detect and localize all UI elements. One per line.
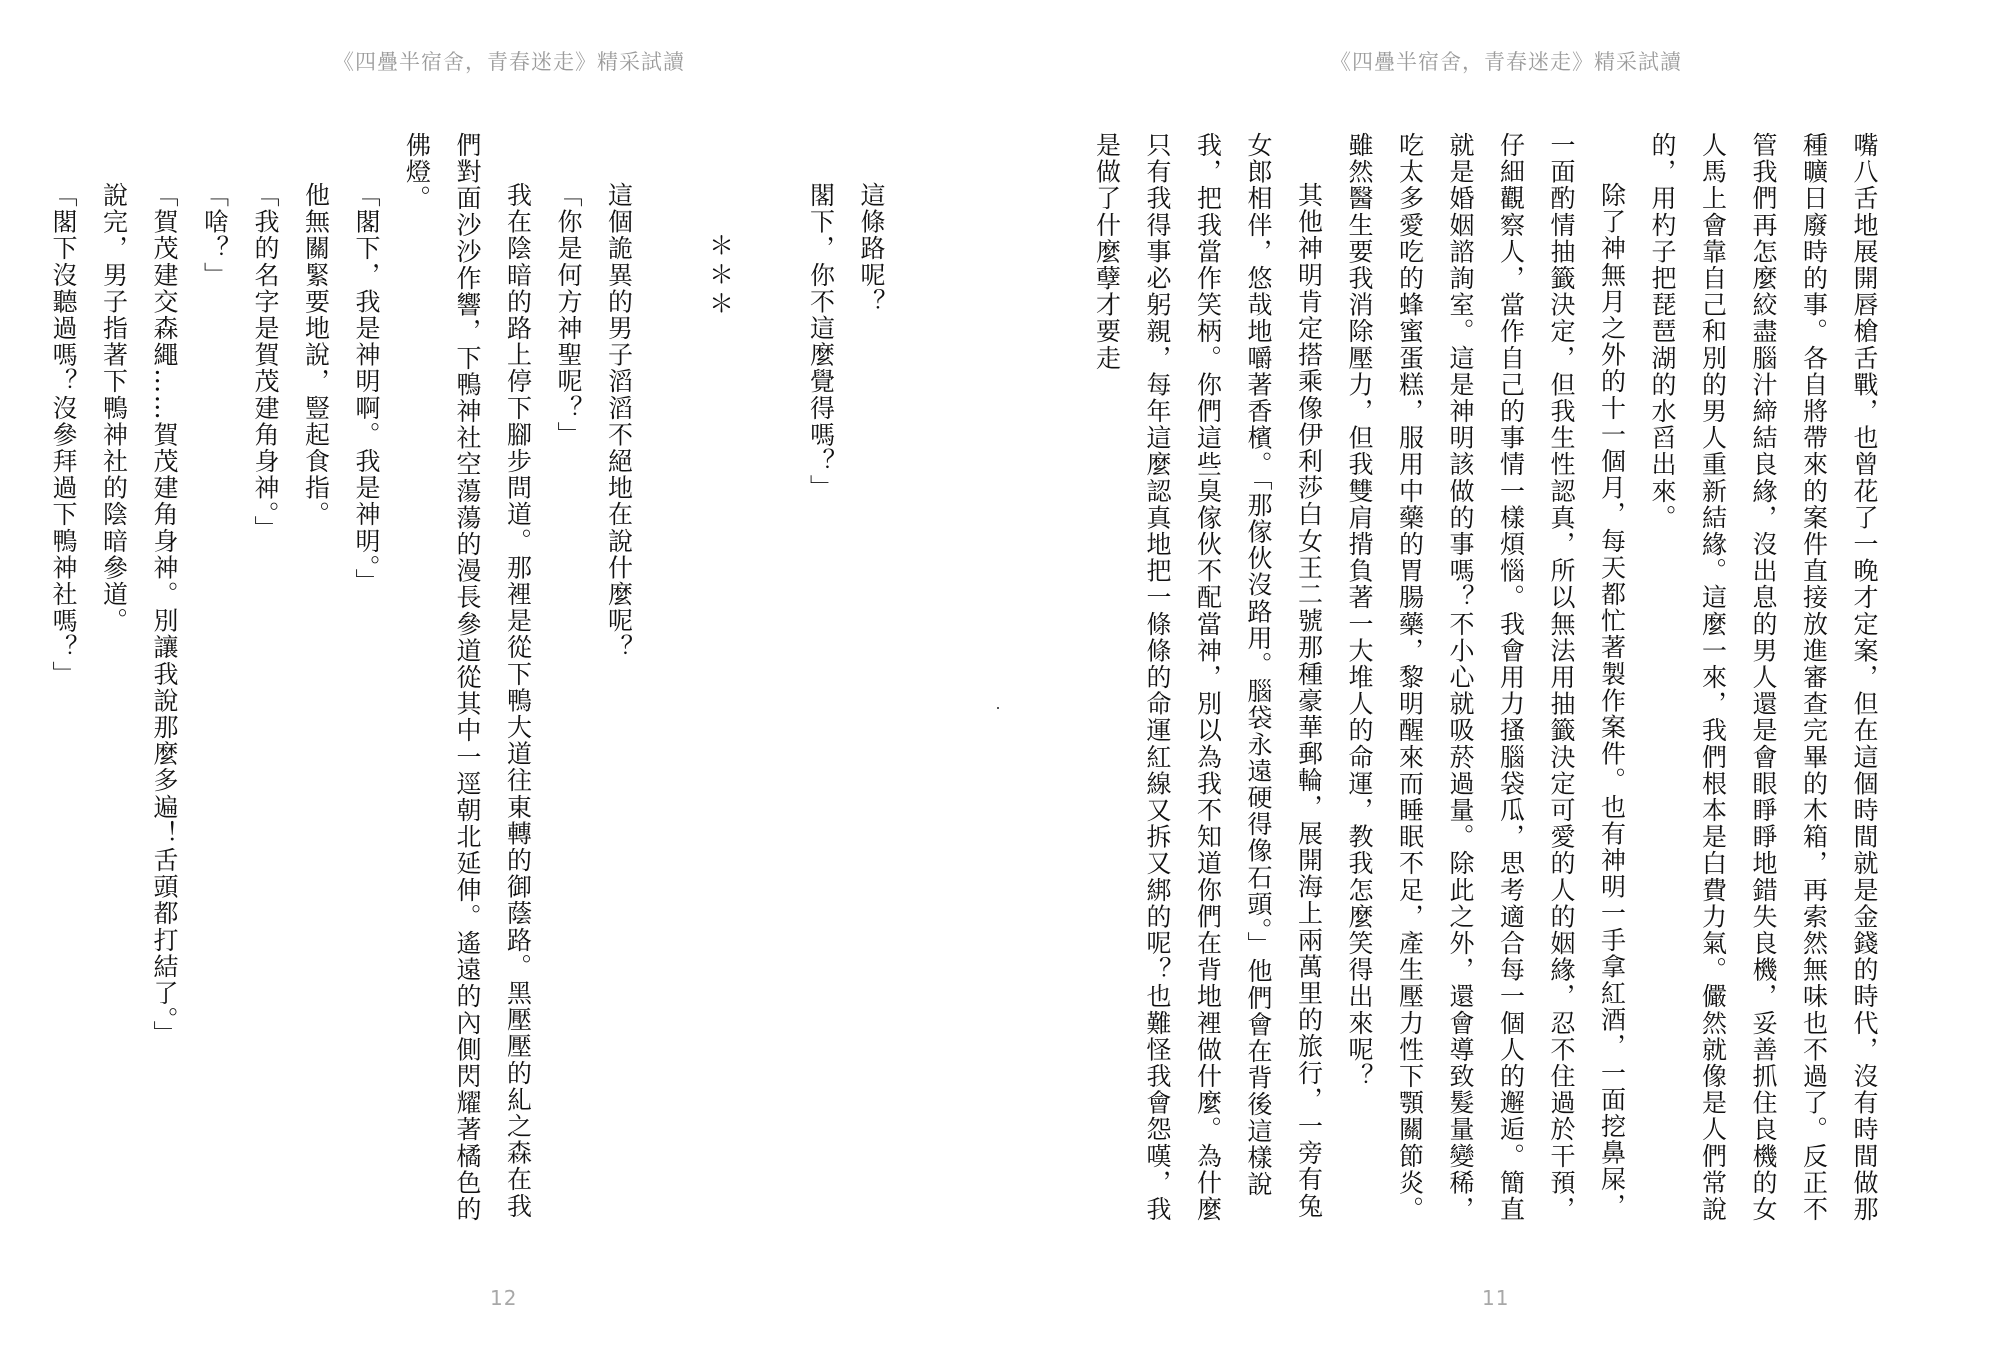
paragraph: 「我的名字是賀茂建角身神。」 bbox=[251, 182, 280, 542]
paragraph: 其他神明肯定搭乘像伊利莎白女王二號那種豪華郵輪，展開海上兩萬里的旅行，一旁有兔女郎相伴，悠哉地嚼著香檳。「那傢伙沒路用。腦袋永遠硬得像石頭。」他們會在背後這樣說我，把我當作笑柄。你們這些臭傢伙不配當神，別以為我不知道你們在背地裡做什麼。為什麼只有我得事必躬親，每年這麼認真地把一條條的命運紅線又拆又綁的呢？也難怪我會怨嘆，我是做了什麼孽才要走 bbox=[1092, 132, 1324, 1223]
right-page bbox=[1000, 0, 2000, 1350]
paragraph: 「閣下沒聽過嗎？沒參拜過下鴨神社嗎？」 bbox=[49, 182, 78, 688]
paragraph: 「閣下，我是神明啊。我是神明。」 bbox=[352, 182, 381, 596]
page-number: 12 bbox=[490, 1286, 518, 1310]
paragraph: 說完，男子指著下鴨神社的陰暗參道。 bbox=[99, 182, 129, 635]
section-break: ＊＊＊ bbox=[705, 232, 735, 319]
paragraph: 除了神無月之外的十一個月，每天都忙著製作案件。也有神明一手拿紅酒，一面挖鼻屎，一面酌情抽籤決定，但我生性認真，所以無法用抽籤決定可愛的人的姻緣，忍不住過於干預，仔細觀察人，當作自己的事情一樣煩惱。我會用力搔腦袋瓜，思考適合每一個人的邂逅。簡直就是婚姻諮詢室。這是神明該做的事嗎？不小心就吸菸過量。除此之外，還會導致髮量變稀，吃太多愛吃的蜂蜜蛋糕，服用中藥的胃腸藥，黎明醒來而睡眠不足，產生壓力性下顎關節炎。雖然醫生要我消除壓力，但我雙肩揹負著一大堆人的命運，教我怎麼笑得出來呢？ bbox=[1345, 132, 1627, 1223]
paragraph: 這條路呢？ bbox=[857, 182, 886, 315]
paragraph bbox=[644, 132, 695, 1232]
paragraph bbox=[745, 132, 796, 1232]
page-number: 11 bbox=[1482, 1286, 1510, 1310]
paragraph: 閣下，你不這麼覺得嗎？」 bbox=[806, 182, 836, 502]
body-text bbox=[49, 132, 896, 1232]
running-head: 《四疊半宿舍，青春迷走》精采試讀 bbox=[1330, 50, 1682, 74]
paragraph: 這個詭異的男子滔滔不絕地在說什麼呢？ bbox=[604, 182, 634, 661]
paragraph: 嘴八舌地展開唇槍舌戰，也曾花了一晚才定案，但在這個時間就是金錢的時代，沒有時間做那種曠日廢時的事。各自將帶來的案件直接放進審查完畢的木箱，再索然無味也不過了。反正不管我們再怎麼絞盡腦汁締結良緣，沒出息的男人還是會眼睜睜地錯失良機，妥善抓住良機的女人馬上會靠自己和別的男人重新結緣。這麼一來，我們根本是白費力氣。儼然就像是人們常說的，用杓子把琵琶湖的水舀出來。 bbox=[1648, 132, 1879, 1223]
paragraph: 「賀茂建交森繩……賀茂建角身神。別讓我說那麼多遍！舌頭都打結了。」 bbox=[150, 182, 179, 1048]
paragraph: 他無關緊要地說，豎起食指。 bbox=[301, 182, 331, 528]
paragraph: 我在陰暗的路上停下腳步問道。那裡是從下鴨大道往東轉的御蔭路。黑壓壓的糺之森在我們對面沙沙作響，下鴨神社空蕩蕩的漫長參道從其中一逕朝北延伸。遙遠的內側閃耀著橘色的佛燈。 bbox=[402, 132, 533, 1223]
paragraph: 「啥？」 bbox=[200, 182, 230, 289]
running-head: 《四疊半宿舍，青春迷走》精采試讀 bbox=[333, 50, 685, 74]
gutter-mark bbox=[997, 707, 999, 709]
paragraph: 「你是何方神聖呢？」 bbox=[554, 182, 583, 448]
body-text bbox=[1092, 132, 1889, 1232]
